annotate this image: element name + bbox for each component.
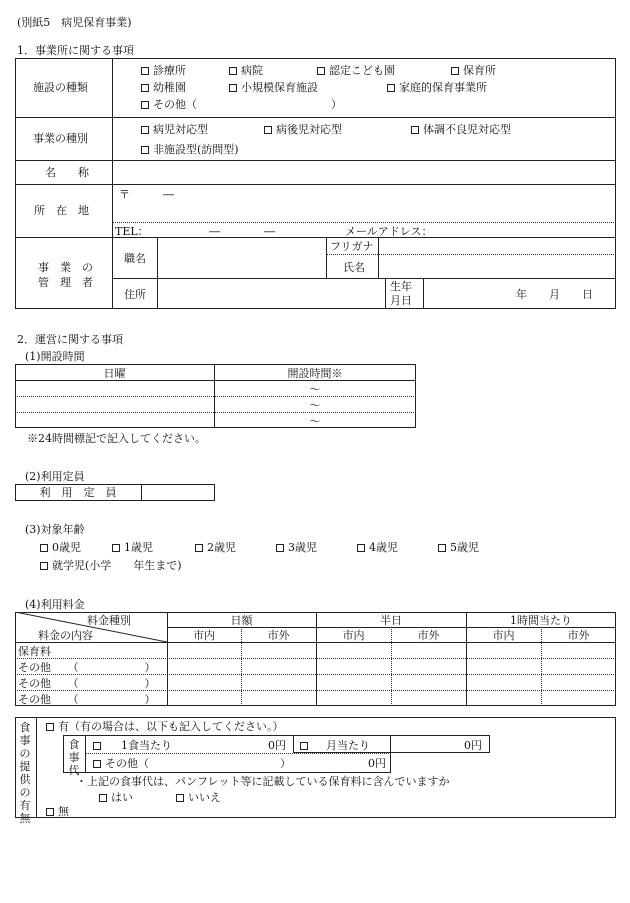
checkbox-icon	[317, 67, 325, 75]
hours-title: (1)開設時間	[25, 350, 85, 363]
section1-title: 1．事業所に関する事項	[17, 44, 134, 57]
checkbox-icon	[141, 101, 149, 109]
birth-label-2: 月日	[390, 294, 412, 307]
facility-checkbox-small-nursery[interactable]: 小規模保育施設	[229, 82, 318, 93]
capacity-field[interactable]	[142, 485, 214, 500]
checkbox-icon	[176, 794, 184, 802]
fee-row-label-2: その他 （ ）	[18, 661, 156, 674]
facility-checkbox-other[interactable]: その他（	[141, 99, 197, 110]
fee-row-label-1: 保育料	[18, 645, 51, 658]
birth-label-1: 生年	[390, 280, 412, 293]
per-month-yen[interactable]: 0円	[464, 739, 482, 752]
section2-title: 2．運営に関する事項	[17, 333, 123, 346]
checkbox-icon	[46, 723, 54, 731]
checkbox-icon	[93, 742, 101, 750]
meal-cost-label: 食事代	[68, 738, 80, 777]
meal-question: ・上記の食事代は、パンフレット等に記載している保育料に含んでいますか	[76, 775, 450, 788]
capacity-label: 利 用 定 員	[39, 486, 117, 499]
facility-checkbox-kindergarten[interactable]: 幼稚園	[141, 82, 186, 93]
age-checkbox-3[interactable]: 3歳児	[276, 542, 317, 553]
hours-header-time: 開設時間※	[287, 367, 343, 380]
hours-row-1[interactable]: ～	[309, 383, 321, 396]
fee-group-daily: 日額	[230, 614, 253, 627]
checkbox-icon	[40, 544, 48, 552]
age-checkbox-5[interactable]: 5歳児	[438, 542, 479, 553]
facility-checkbox-home-nursery[interactable]: 家庭的保育事業所	[387, 82, 487, 93]
shimei-label: 氏名	[343, 261, 365, 274]
age-checkbox-4[interactable]: 4歳児	[357, 542, 398, 553]
checkbox-icon	[99, 794, 107, 802]
checkbox-icon	[141, 84, 149, 92]
fee-group-hourly: 1時間当たり	[510, 614, 572, 627]
checkbox-icon	[229, 67, 237, 75]
fee-sub-out-2: 市外	[417, 629, 440, 642]
birth-date[interactable]: 年 月 日	[516, 288, 593, 301]
checkbox-icon	[141, 146, 149, 154]
checkbox-icon	[411, 126, 419, 134]
fee-row-label-3: その他 （ ）	[18, 677, 156, 690]
facility-checkbox-nursery[interactable]: 保育所	[451, 65, 496, 76]
type-checkbox-visiting[interactable]: 非施設型(訪問型)	[141, 144, 239, 155]
age-checkbox-school[interactable]: 就学児(小学 年生まで)	[40, 560, 182, 571]
manager-label-1: 事 業 の	[38, 261, 93, 274]
facility-checkbox-kodomoen[interactable]: 認定こども園	[317, 65, 395, 76]
hours-note: ※24時間標記で記入してください。	[27, 432, 206, 445]
fee-row-label-4: その他 （ ）	[18, 693, 156, 706]
postal-code[interactable]: 〒 ―	[119, 188, 174, 201]
business-type-label: 事業の種別	[33, 132, 88, 145]
meal-checkbox-per-month[interactable]: 月当たり	[300, 740, 370, 751]
facility-type-label: 施設の種類	[33, 81, 88, 94]
fee-sub-in-2: 市内	[342, 629, 365, 642]
hours-row-3[interactable]: ～	[309, 415, 321, 428]
checkbox-icon	[112, 544, 120, 552]
checkbox-icon	[229, 84, 237, 92]
hours-header-day: 日曜	[103, 367, 126, 380]
meal-checkbox-per-meal[interactable]: 1食当たり	[93, 740, 172, 751]
email-label: メールアドレス：	[345, 225, 433, 238]
checkbox-icon	[195, 544, 203, 552]
type-checkbox-post-sick[interactable]: 病後児対応型	[264, 124, 342, 135]
furigana-label: フリガナ	[330, 240, 374, 253]
age-checkbox-2[interactable]: 2歳児	[195, 542, 236, 553]
type-checkbox-unwell[interactable]: 体調不良児対応型	[411, 124, 511, 135]
checkbox-icon	[387, 84, 395, 92]
age-checkbox-0[interactable]: 0歳児	[40, 542, 81, 553]
fee-sub-in-3: 市内	[492, 629, 515, 642]
checkbox-icon	[46, 808, 54, 816]
tel-field[interactable]: TEL： ― ―	[115, 225, 276, 238]
fee-title: (4)利用料金	[25, 598, 85, 611]
address-label: 所 在 地	[34, 204, 89, 217]
meal-other-yen[interactable]: 0円	[368, 757, 386, 770]
document-header: (別紙5 病児保育事業)	[17, 16, 132, 29]
name-label: 名 称	[45, 166, 89, 179]
fee-sub-out-3: 市外	[567, 629, 590, 642]
type-checkbox-sick[interactable]: 病児対応型	[141, 124, 208, 135]
name-field[interactable]	[114, 162, 614, 182]
hours-row-2[interactable]: ～	[309, 399, 321, 412]
manager-label-2: 管 理 者	[38, 276, 93, 289]
checkbox-icon	[300, 742, 308, 750]
jusho-label: 住所	[124, 288, 146, 301]
meal-checkbox-no[interactable]: 無	[46, 806, 69, 817]
checkbox-icon	[141, 126, 149, 134]
checkbox-icon	[451, 67, 459, 75]
fee-diag-top: 料金種別	[87, 614, 131, 627]
fee-sub-in-1: 市内	[193, 629, 215, 642]
meal-checkbox-other[interactable]: その他（	[93, 758, 149, 769]
age-title: (3)対象年齢	[25, 523, 85, 536]
checkbox-icon	[438, 544, 446, 552]
age-checkbox-1[interactable]: 1歳児	[112, 542, 153, 553]
meal-other-close: ）	[280, 757, 291, 770]
checkbox-icon	[276, 544, 284, 552]
post-label: 職名	[124, 252, 146, 265]
fee-sub-out-1: 市外	[267, 629, 290, 642]
checkbox-icon	[357, 544, 365, 552]
checkbox-icon	[40, 562, 48, 570]
facility-checkbox-clinic[interactable]: 診療所	[141, 65, 186, 76]
meal-checkbox-iie[interactable]: いいえ	[176, 792, 221, 803]
meal-checkbox-yes[interactable]: 有（有の場合は、以下も記入してください。）	[46, 721, 284, 732]
meal-checkbox-hai[interactable]: はい	[99, 792, 133, 803]
meal-side-label: 食事の提供の有無	[19, 721, 31, 825]
per-meal-yen[interactable]: 0円	[268, 739, 286, 752]
checkbox-icon	[93, 760, 101, 768]
capacity-title: (2)利用定員	[25, 470, 85, 483]
checkbox-icon	[264, 126, 272, 134]
fee-group-half: 半日	[380, 614, 402, 627]
checkbox-icon	[141, 67, 149, 75]
facility-other-close: ）	[331, 98, 342, 111]
facility-checkbox-hospital[interactable]: 病院	[229, 65, 263, 76]
fee-diag-bottom: 料金の内容	[38, 629, 93, 642]
